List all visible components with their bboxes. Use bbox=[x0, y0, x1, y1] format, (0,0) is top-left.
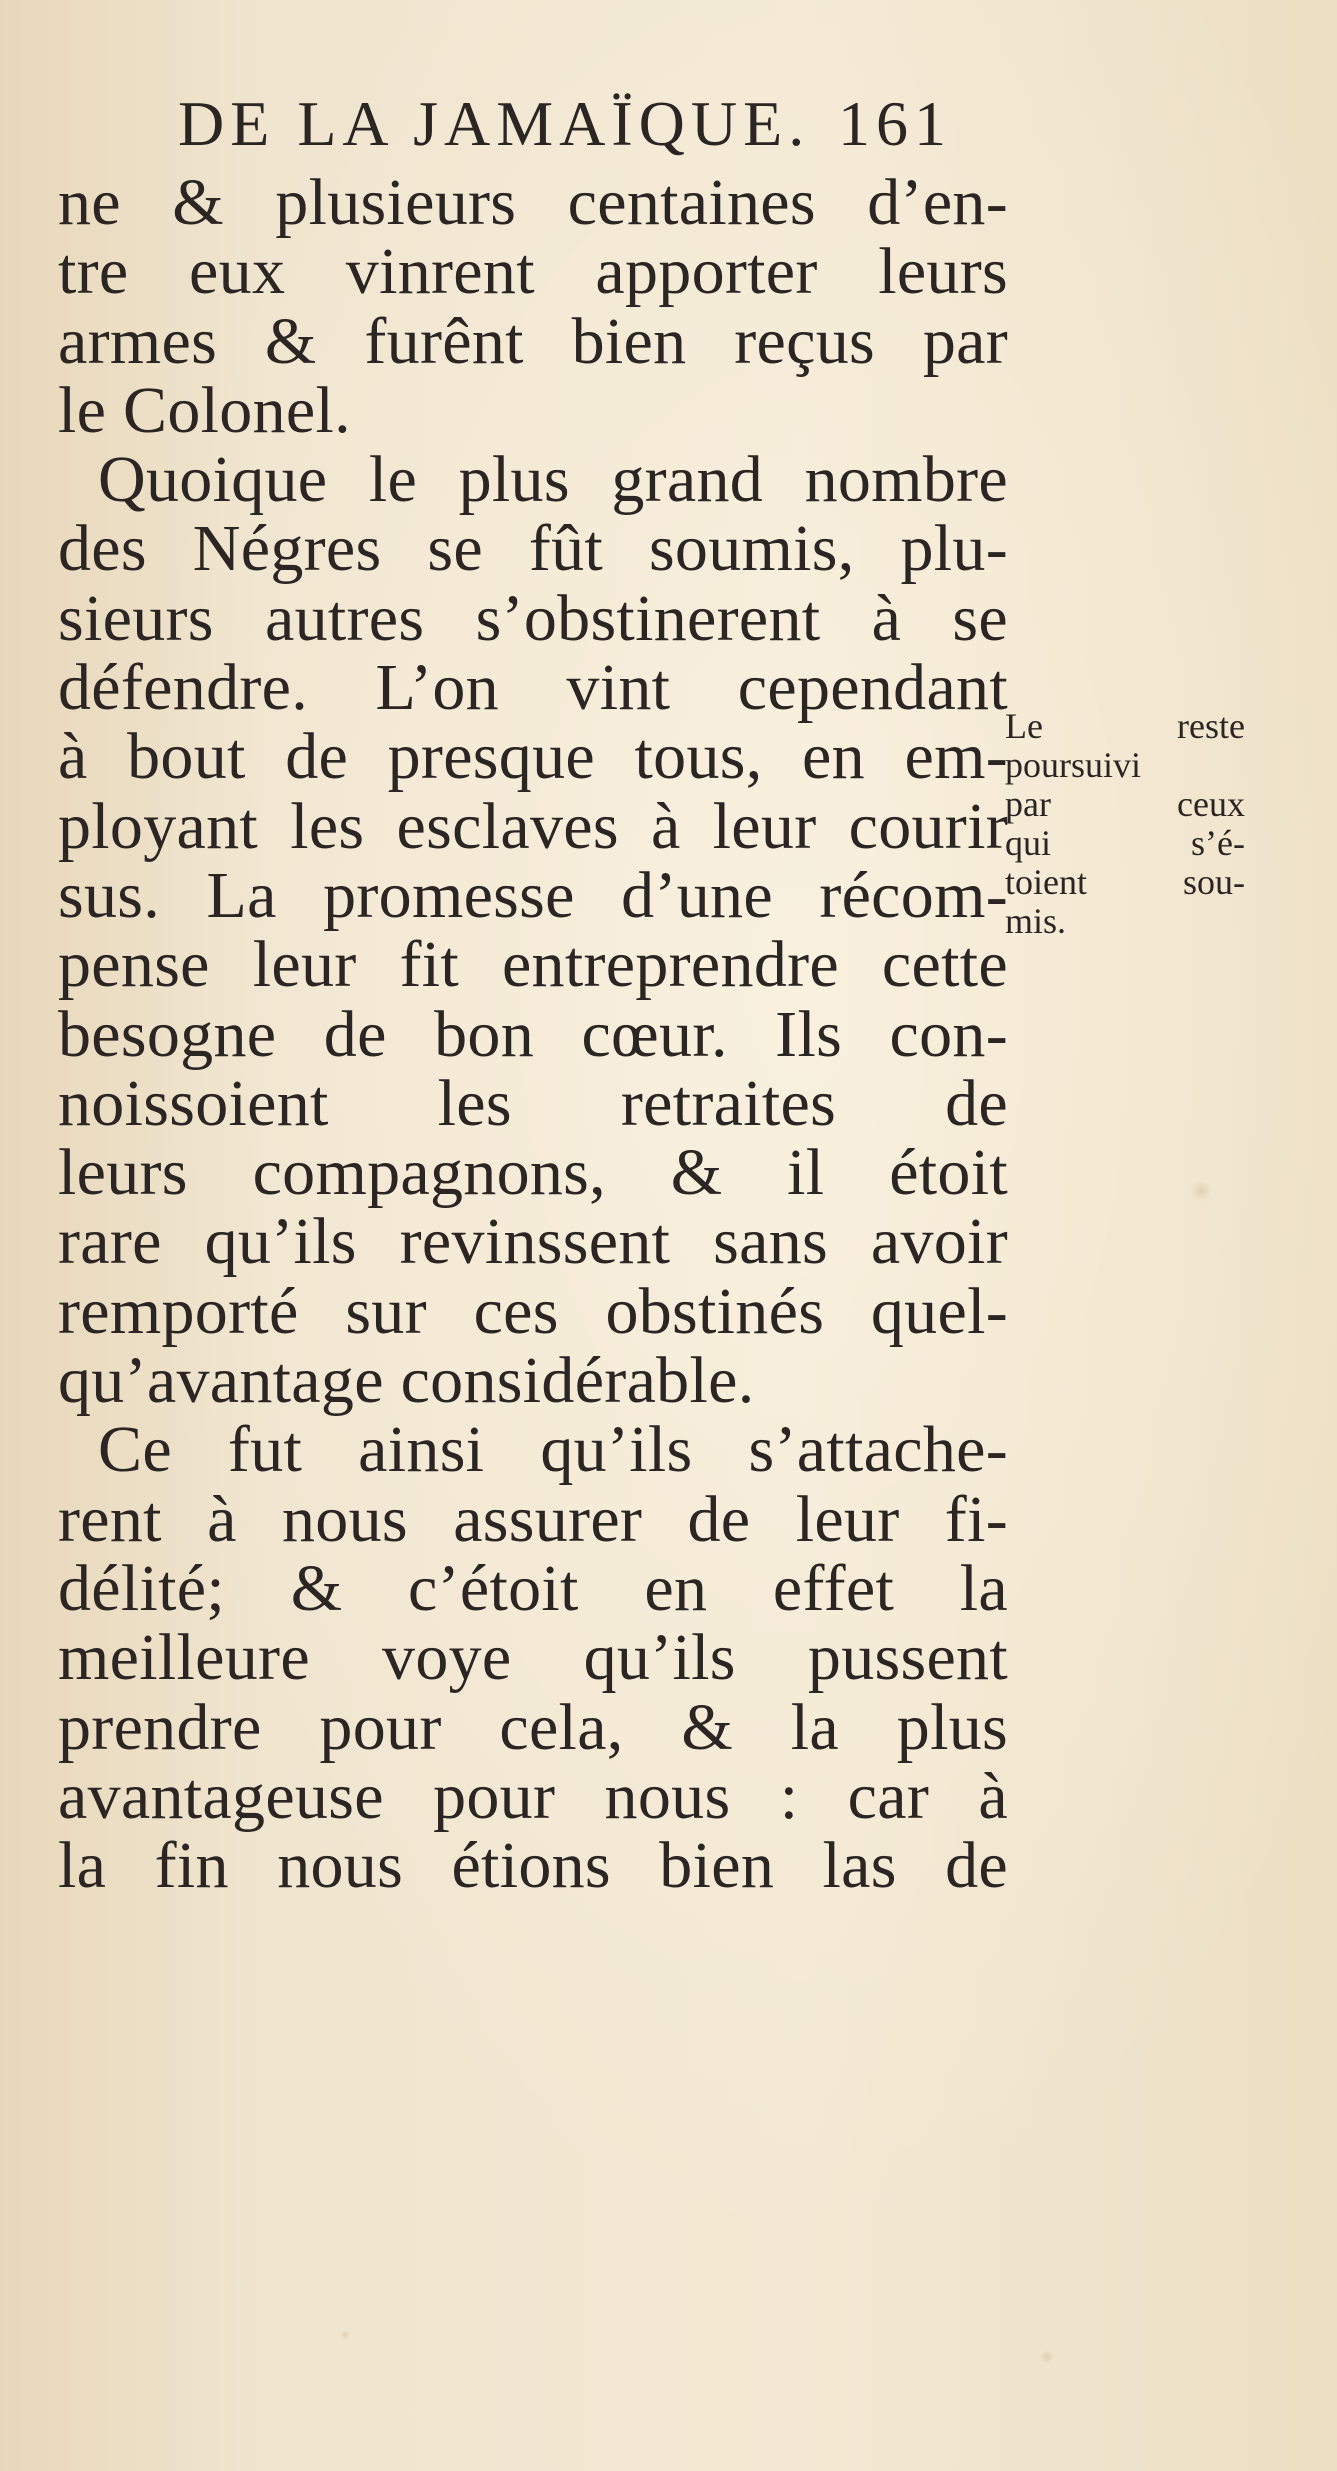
text-line: qu’avantage considérable. bbox=[58, 1344, 755, 1418]
marginal-note-line: toient sou- bbox=[1005, 862, 1245, 902]
text-line: rent à nous assurer de leur fi- bbox=[58, 1482, 1008, 1556]
body-text bbox=[58, 166, 1008, 1903]
text-line: la fin nous étions bien las de bbox=[58, 1829, 1008, 1903]
marginal-note-line: par ceux bbox=[1005, 784, 1245, 824]
text-line: armes & furênt bien reçus par bbox=[58, 304, 1008, 378]
text-line: rare qu’ils revinssent sans avoir bbox=[58, 1205, 1008, 1279]
text-line: avantageuse pour nous : car à bbox=[58, 1759, 1008, 1833]
text-line: ne & plusieurs centaines d’en- bbox=[58, 166, 1008, 239]
marginal-note-line: Le reste bbox=[1005, 706, 1245, 746]
text-line: besogne de bon cœur. Ils con- bbox=[58, 997, 1008, 1071]
text-line: tre eux vinrent apporter leurs bbox=[58, 235, 1008, 309]
foxing-spot bbox=[1190, 1180, 1212, 1202]
text-line: des Négres se fût soumis, plu- bbox=[58, 512, 1008, 586]
running-head bbox=[178, 88, 998, 159]
marginal-note-line: mis. bbox=[1005, 901, 1067, 941]
text-line: à bout de presque tous, en em- bbox=[58, 720, 1008, 794]
text-line: sieurs autres s’obstinerent à se bbox=[58, 581, 1008, 655]
foxing-spot bbox=[1040, 2350, 1054, 2364]
text-line: meilleure voye qu’ils pussent bbox=[58, 1621, 1008, 1695]
text-line: délité; & c’étoit en effet la bbox=[58, 1551, 1008, 1625]
text-line: ployant les esclaves à leur courir bbox=[58, 789, 1008, 863]
text-line: noissoient les retraites de bbox=[58, 1066, 1008, 1140]
page-number: 161 bbox=[838, 88, 952, 159]
marginal-note-line: poursuivi bbox=[1005, 745, 1142, 785]
text-line: Quoique le plus grand nombre bbox=[98, 443, 1008, 517]
marginal-note bbox=[1005, 707, 1245, 941]
text-line: le Colonel. bbox=[58, 373, 351, 447]
text-line: pense leur fit entreprendre cette bbox=[58, 928, 1008, 1002]
text-line: leurs compagnons, & il étoit bbox=[58, 1136, 1008, 1210]
foxing-spot bbox=[340, 2330, 350, 2340]
marginal-note-line: qui s’é- bbox=[1005, 823, 1245, 863]
text-line: Ce fut ainsi qu’ils s’attache- bbox=[98, 1413, 1008, 1487]
text-line: sus. La promesse d’une récom- bbox=[58, 858, 1008, 932]
text-line: défendre. L’on vint cependant bbox=[58, 651, 1008, 725]
running-head-title: DE LA JAMAÏQUE. bbox=[178, 88, 811, 159]
text-line: remporté sur ces obstinés quel- bbox=[58, 1274, 1008, 1348]
text-line: prendre pour cela, & la plus bbox=[58, 1690, 1008, 1764]
